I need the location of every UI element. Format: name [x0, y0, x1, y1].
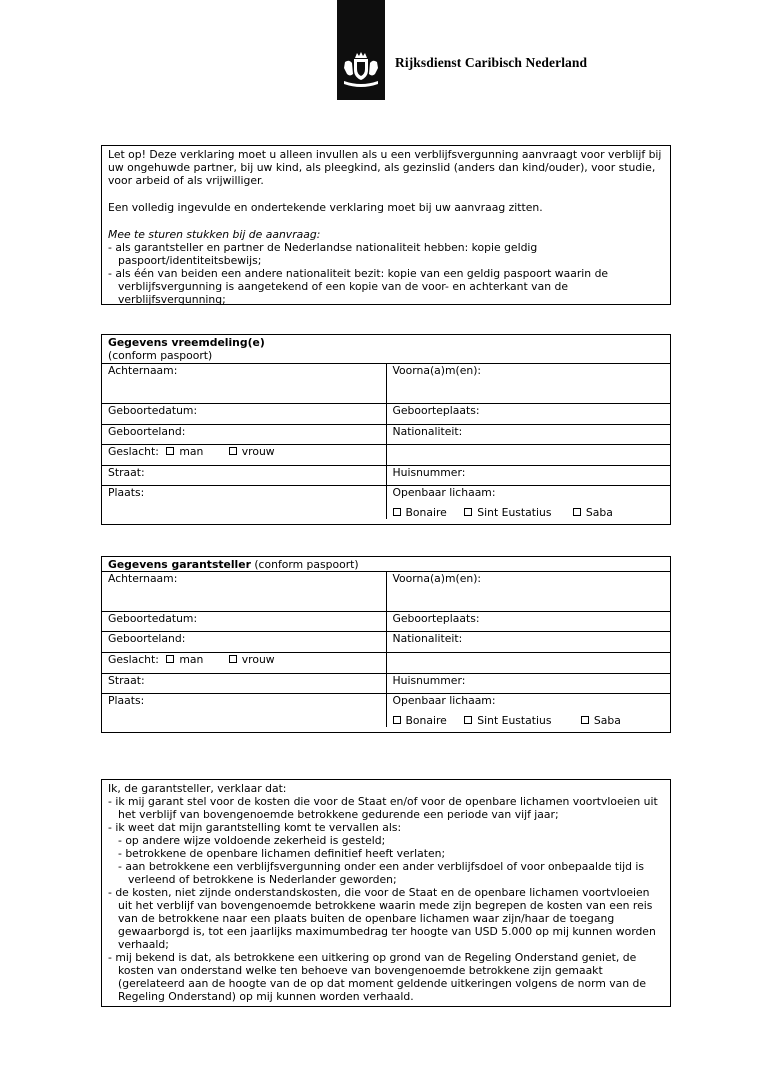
checkbox-icon[interactable] — [229, 655, 237, 663]
voornamen-field[interactable] — [386, 572, 670, 612]
checkbox-icon[interactable] — [393, 508, 401, 516]
field-label: Geslacht: — [108, 653, 159, 666]
notice-list-heading: Mee te sturen stukken bij de aanvraag: — [108, 228, 321, 241]
geboorteland-field[interactable] — [102, 424, 386, 444]
declaration-item: - mij bekend is dat, als betrokkene een uitkering op grond van de Regeling Onderstand geniet, de kosten van onderstand welke ten behoeve van bovengenoemde betrokkene zijn gemaakt (gerelateerd aan de hoogte van de op dat moment geldende uitkeringen volgens de norm van de Regeling Onderstand) op mij kunnen worden verhaald. — [108, 951, 647, 1003]
bonaire-option[interactable]: Bonaire — [393, 506, 447, 519]
achternaam-field[interactable] — [102, 572, 386, 612]
field-label: Voorna(a)m(en): — [392, 572, 482, 585]
checkbox-icon[interactable] — [229, 447, 237, 455]
declaration-intro: Ik, de garantsteller, verklaar dat: — [108, 782, 287, 795]
saba-option[interactable]: Saba — [581, 714, 621, 727]
huisnummer-field[interactable] — [386, 674, 670, 694]
geslacht-field — [102, 653, 386, 674]
field-label: Achternaam: — [108, 572, 178, 585]
geboorteplaats-field[interactable] — [386, 612, 670, 632]
huisnummer-field[interactable] — [386, 465, 670, 485]
geboortedatum-field[interactable] — [102, 403, 386, 424]
garantsteller-table — [102, 557, 670, 727]
checkbox-icon[interactable] — [166, 655, 174, 663]
sint-eustatius-option[interactable]: Sint Eustatius — [464, 714, 551, 727]
field-label: Nationaliteit: — [392, 424, 463, 438]
notice-paragraph: Let op! Deze verklaring moet u alleen invullen als u een verblijfsvergunning aanvraagt voor verblijf bij uw ongehuwde partner, bij uw kind, als pleegkind, als gezinslid (anders dan kind/ouder), voor studie, voor arbeid of als vrijwilliger. — [108, 148, 662, 187]
checkbox-icon[interactable] — [393, 716, 401, 724]
field-label: Geboorteland: — [108, 424, 186, 438]
geslacht-vrouw-option[interactable]: vrouw — [229, 445, 275, 458]
straat-field[interactable] — [102, 465, 386, 485]
organisation-name: Rijksdienst Caribisch Nederland — [395, 55, 588, 70]
vreemdeling-section — [101, 334, 671, 525]
sint-eustatius-option[interactable]: Sint Eustatius — [464, 506, 551, 519]
logo-block — [337, 0, 385, 100]
declaration-subitem: - op andere wijze voldoende zekerheid is gesteld; — [118, 834, 386, 847]
nationaliteit-field[interactable] — [386, 632, 670, 653]
bonaire-option[interactable]: Bonaire — [393, 714, 447, 727]
field-label: Geboorteplaats: — [392, 403, 480, 417]
geslacht-man-option[interactable]: man — [166, 653, 203, 666]
field-label: Geslacht: — [108, 444, 159, 458]
field-label: Openbaar lichaam: — [392, 485, 496, 499]
royal-coat-of-arms-icon — [341, 50, 381, 88]
field-label: Openbaar lichaam: — [392, 694, 496, 707]
geslacht-vrouw-option[interactable]: vrouw — [229, 653, 275, 666]
declaration-subitem: - betrokkene de openbare lichamen definitief heeft verlaten; — [118, 847, 446, 860]
field-label: Voorna(a)m(en): — [392, 363, 482, 377]
checkbox-icon[interactable] — [464, 508, 472, 516]
field-label: Huisnummer: — [392, 674, 466, 687]
field-label: Nationaliteit: — [392, 632, 463, 645]
geboortedatum-field[interactable] — [102, 612, 386, 632]
field-label: Straat: — [108, 465, 145, 479]
notice-paragraph: Een volledig ingevulde en ondertekende verklaring moet bij uw aanvraag zitten. — [108, 201, 543, 214]
declaration-item: - ik mij garant stel voor de kosten die voor de Staat en/of voor de openbare lichamen voortvloeien uit het verblijf van bovengenoemde betrokkene gedurende een periode van vijf jaar; — [108, 795, 658, 821]
field-label: Geboorteplaats: — [392, 612, 480, 625]
empty-cell — [386, 444, 670, 465]
garantsteller-section — [101, 556, 671, 733]
field-label: Plaats: — [108, 694, 145, 707]
geslacht-field — [102, 444, 386, 465]
geslacht-man-option[interactable]: man — [166, 445, 203, 458]
field-label: Geboortedatum: — [108, 403, 198, 417]
geboorteplaats-field[interactable] — [386, 403, 670, 424]
openbaar-lichaam-field — [386, 694, 670, 728]
plaats-field[interactable] — [102, 694, 386, 728]
field-label: Plaats: — [108, 485, 145, 499]
voornamen-field[interactable] — [386, 363, 670, 403]
achternaam-field[interactable] — [102, 363, 386, 403]
field-label: Achternaam: — [108, 363, 178, 377]
checkbox-icon[interactable] — [166, 447, 174, 455]
saba-option[interactable]: Saba — [573, 506, 613, 519]
nationaliteit-field[interactable] — [386, 424, 670, 444]
field-label: Straat: — [108, 674, 145, 687]
section-header — [102, 557, 670, 572]
section-title: Gegevens garantsteller — [108, 558, 251, 571]
vreemdeling-table — [102, 335, 670, 519]
section-header — [102, 335, 670, 363]
notice-box — [101, 145, 671, 305]
notice-list-item: - als één van beiden een andere nationaliteit bezit: kopie van een geldig paspoort waarin de verblijfsvergunning is aangetekend of een kopie van de voor- en achterkant van de verblijfsvergunning; — [108, 267, 609, 306]
straat-field[interactable] — [102, 674, 386, 694]
notice-list-item: - als garantsteller en partner de Nederlandse nationaliteit hebben: kopie geldig paspoort/identiteitsbewijs; — [108, 241, 538, 267]
field-label: Geboortedatum: — [108, 612, 198, 625]
checkbox-icon[interactable] — [573, 508, 581, 516]
declaration-item: - de kosten, niet zijnde onderstandskosten, die voor de Staat en de openbare lichamen voortvloeien uit het verblijf van bovengenoemde betrokkene waarin mede zijn begrepen de kosten van een reis van de betrokkene naar een plaats buiten de openbare lichamen waar zijn/haar de toegang gewaarborgd is, tot een jaarlijks maximumbedrag ter hoogte van USD 5.000 op mij kunnen worden verhaald; — [108, 886, 656, 951]
checkbox-icon[interactable] — [464, 716, 472, 724]
declaration-box — [101, 779, 671, 1007]
empty-cell — [386, 653, 670, 674]
section-subtitle: (conform paspoort) — [108, 349, 213, 362]
plaats-field[interactable] — [102, 485, 386, 519]
section-title: Gegevens vreemdeling(e) — [108, 336, 265, 349]
geboorteland-field[interactable] — [102, 632, 386, 653]
field-label: Geboorteland: — [108, 632, 186, 645]
declaration-item: - ik weet dat mijn garantstelling komt te vervallen als: — [108, 821, 402, 834]
section-subtitle: (conform paspoort) — [254, 558, 359, 571]
field-label: Huisnummer: — [392, 465, 466, 479]
checkbox-icon[interactable] — [581, 716, 589, 724]
openbaar-lichaam-field — [386, 485, 670, 519]
declaration-subitem: - aan betrokkene een verblijfsvergunning onder een ander verblijfsdoel of voor onbepaalde tijd is verleend of betrokkene is Nederlander geworden; — [118, 860, 645, 886]
